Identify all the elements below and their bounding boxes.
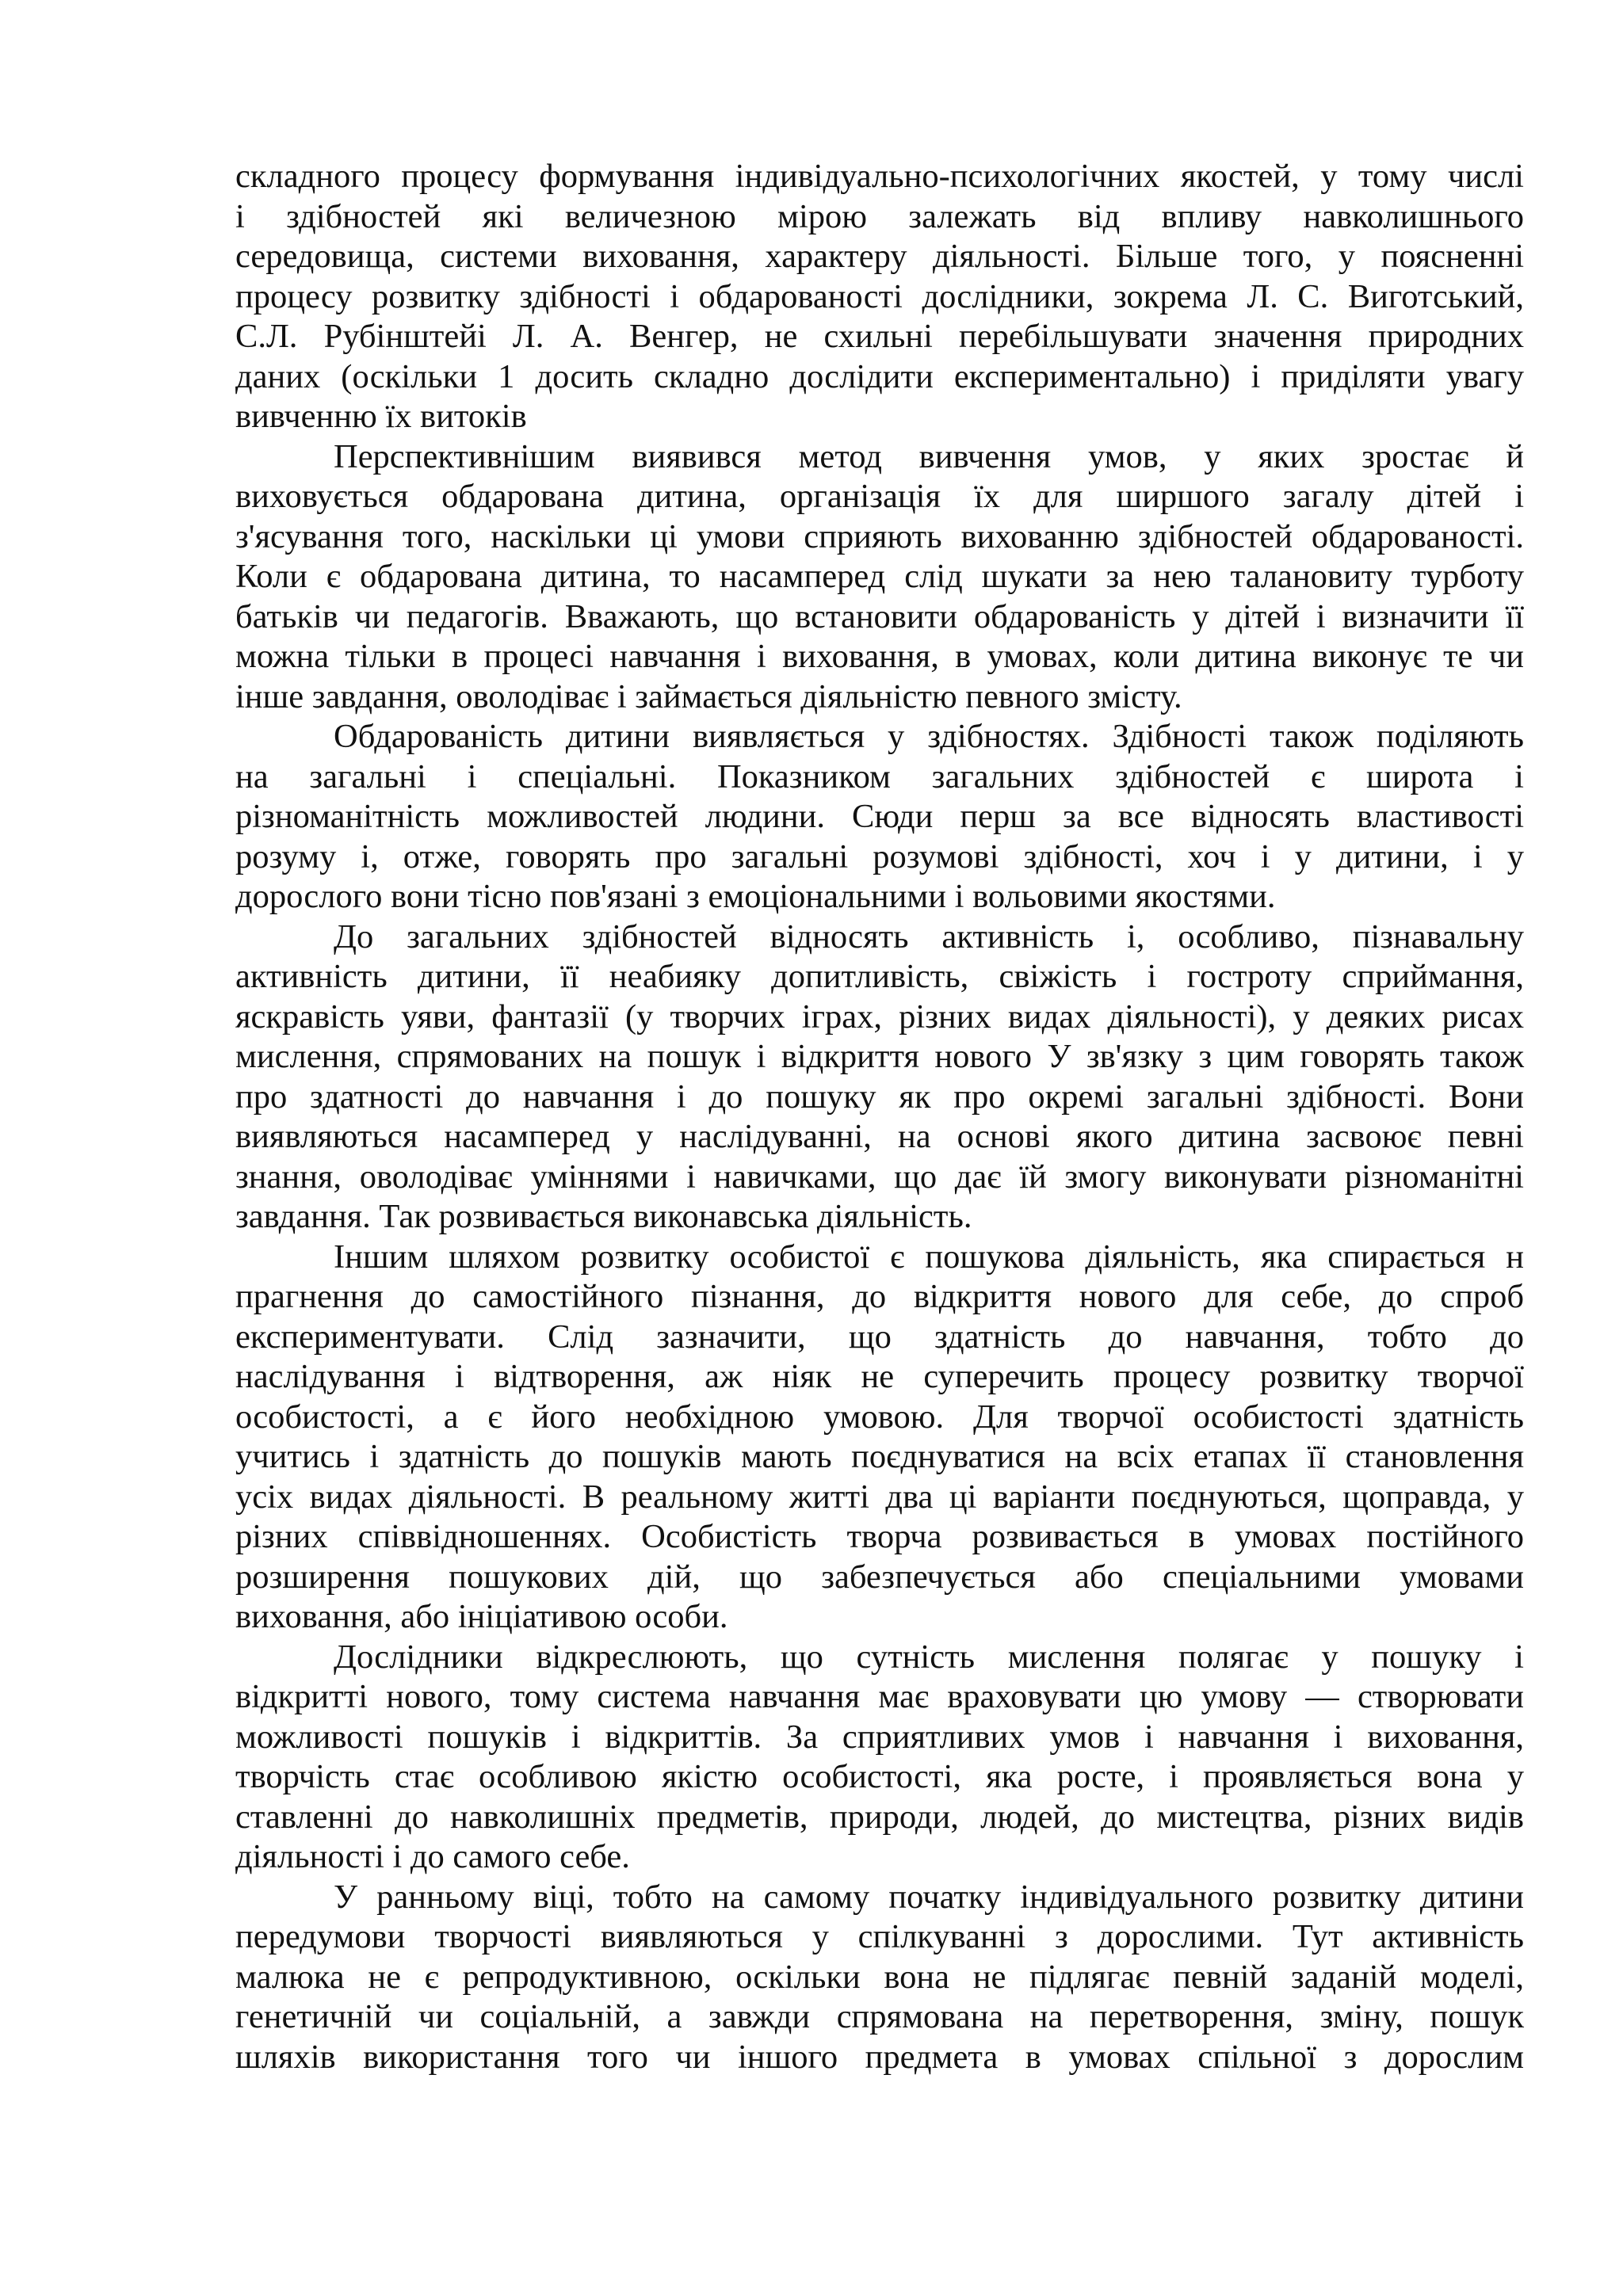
text-line: інше завдання, оволодіває і займається діяльністю певного змісту.	[235, 677, 1182, 715]
paragraph	[235, 157, 1524, 437]
text-line: Коли є обдарована дитина, то насамперед слід шукати за нею талановиту турботу	[235, 558, 1524, 595]
text-line: усіх видах діяльності. В реальному житті два ці варіанти поєднуються, щоправда, у	[235, 1478, 1524, 1516]
text-line: ставленні до навколишніх предметів, природи, людей, до мистецтва, різних видів	[235, 1798, 1524, 1836]
text-line: Перспективнішим виявився метод вивчення умов, у яких зростає й	[334, 437, 1524, 475]
text-line: У ранньому віці, тобто на самому початку індивідуального розвитку дитини	[334, 1878, 1524, 1916]
text-line: прагнення до самостійного пізнання, до відкриття нового для себе, до спроб	[235, 1278, 1524, 1315]
text-line: знання, оволодіває уміннями і навичками, що дає їй змогу виконувати різноманітні	[235, 1158, 1524, 1196]
text-line: середовища, системи виховання, характеру діяльності. Більше того, у поясненні	[235, 238, 1524, 275]
text-line: виховання, або ініціативою особи.	[235, 1598, 728, 1635]
paragraph	[235, 1878, 1524, 2078]
text-line: генетичній чи соціальній, а завжди спрямована на перетворення, зміну, пошук	[235, 1998, 1524, 2035]
text-line: Обдарованість дитини виявляється у здібностях. Здібності також поділяють	[334, 718, 1524, 755]
text-line: До загальних здібностей відносять активність і, особливо, пізнавальну	[334, 917, 1524, 955]
text-line: особистості, а є його необхідною умовою. Для творчої особистості здатність	[235, 1398, 1524, 1436]
text-line: складного процесу формування індивідуально-психологічних якостей, у тому числі	[235, 158, 1524, 195]
text-line: дорослого вони тісно пов'язані з емоціональними і вольовими якостями.	[235, 878, 1276, 915]
text-line: передумови творчості виявляються у спілкуванні з дорослими. Тут активність	[235, 1918, 1524, 1955]
text-line: діяльності і до самого себе.	[235, 1838, 630, 1875]
text-line: різних співвідношеннях. Особистість творча розвивається в умовах постійного	[235, 1518, 1524, 1555]
text-line: С.Л. Рубінштейі Л. А. Венгер, не схильні перебільшувати значення природних	[235, 318, 1524, 355]
text-line: експериментувати. Слід зазначити, що здатність до навчання, тобто до	[235, 1318, 1524, 1356]
text-line: батьків чи педагогів. Вважають, що встановити обдарованість у дітей і визначити її	[235, 597, 1524, 635]
paragraph	[235, 1638, 1524, 1878]
text-line: мислення, спрямованих на пошук і відкриття нового У зв'язку з цим говорять також	[235, 1038, 1524, 1075]
paragraph	[235, 437, 1524, 718]
text-line: малюка не є репродуктивною, оскільки вона не підлягає певній заданій моделі,	[235, 1958, 1524, 1996]
text-line: Дослідники відкреслюють, що сутність мислення полягає у пошуку і	[334, 1638, 1524, 1676]
paragraph	[235, 1238, 1524, 1638]
text-line: учитись і здатність до пошуків мають поєднуватися на всіх етапах її становлення	[235, 1438, 1524, 1475]
text-line: даних (оскільки 1 досить складно дослідити експериментально) і приділяти увагу	[235, 357, 1524, 395]
text-line: вивченню їх витоків	[235, 398, 527, 435]
text-line: розуму і, отже, говорять про загальні розумові здібності, хоч і у дитини, і у	[235, 837, 1524, 875]
text-line: творчість стає особливою якістю особистості, яка росте, і проявляється вона у	[235, 1758, 1524, 1795]
text-line: шляхів використання того чи іншого предмета в умовах спільної з дорослим	[235, 2038, 1524, 2076]
paragraph	[235, 917, 1524, 1238]
text-line: на загальні і спеціальні. Показником загальних здібностей є широта і	[235, 757, 1524, 795]
text-line: можна тільки в процесі навчання і виховання, в умовах, коли дитина виконує те чи	[235, 638, 1524, 675]
text-line: наслідування і відтворення, аж ніяк не суперечить процесу розвитку творчої	[235, 1358, 1524, 1395]
text-line: завдання. Так розвивається виконавська діяльність.	[235, 1198, 972, 1235]
paragraph	[235, 717, 1524, 917]
text-line: Іншим шляхом розвитку особистої є пошукова діяльність, яка спирається н	[334, 1238, 1524, 1276]
text-line: з'ясування того, наскільки ці умови сприяють вихованню здібностей обдарованості.	[235, 517, 1524, 555]
document-body	[235, 157, 1524, 2077]
text-line: і здібностей які величезною мірою залежать від впливу навколишнього	[235, 197, 1524, 235]
text-line: виховується обдарована дитина, організація їх для ширшого загалу дітей і	[235, 478, 1524, 515]
text-line: виявляються насамперед у наслідуванні, на основі якого дитина засвоює певні	[235, 1118, 1524, 1155]
text-line: різноманітність можливостей людини. Сюди перш за все відносять властивості	[235, 798, 1524, 835]
text-line: про здатності до навчання і до пошуку як про окремі загальні здібності. Вони	[235, 1077, 1524, 1116]
text-line: активність дитини, її неабияку допитливість, свіжість і гостроту сприймання,	[235, 958, 1524, 995]
text-line: можливості пошуків і відкриттів. За сприятливих умов і навчання і виховання,	[235, 1718, 1524, 1756]
text-line: процесу розвитку здібності і обдарованості дослідники, зокрема Л. С. Виготський,	[235, 277, 1524, 315]
text-line: відкритті нового, тому система навчання має враховувати цю умову — створювати	[235, 1678, 1524, 1715]
text-line: яскравість уяви, фантазії (у творчих іграх, різних видах діяльності), у деяких рисах	[235, 997, 1524, 1035]
text-line: розширення пошукових дій, що забезпечується або спеціальними умовами	[235, 1558, 1524, 1596]
